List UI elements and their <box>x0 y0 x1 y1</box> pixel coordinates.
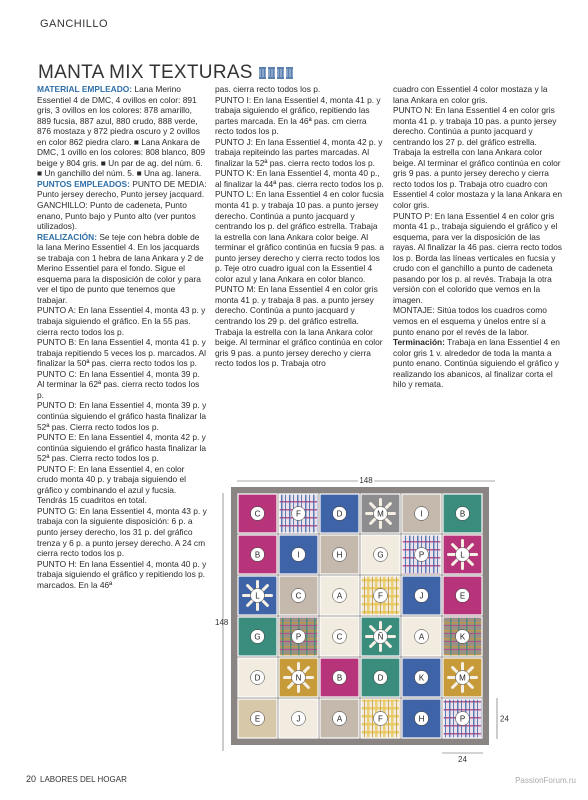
square-label: J <box>419 591 424 601</box>
paragraph-text: Trabaja en lana Essentiel 4 en color gris 1 v. alrededor de toda la manta a punto enano. Continúa siguiendo el gráfico y realizando los abanicos, al finalizar corta el hilo y remata. <box>393 337 560 390</box>
text-column-2 <box>215 84 385 479</box>
paragraph <box>37 432 207 464</box>
paragraph-text: PUNTO B: En lana Essentiel 4, monta 41 p. y trabaja repitiendo 5 veces los p. marcados. Al finalizar la 50ª pas. cierra recto todos los p. <box>37 337 206 369</box>
square-label: K <box>459 632 466 642</box>
width-label: 148 <box>359 476 373 485</box>
square-label: H <box>336 550 343 560</box>
paragraph-text: PUNTO N: En lana Essentiel 4 en color gris monta 41 p. y trabaja 10 pas. a punto jersey derecho. Continúa a punto jacquard y centrando los 27 p. del gráfico estrella. Trabaja la estrella con lana Ankara color beige. Al terminar el gráfico continúa en color gris 9 pas. a punto jersey derecho y cierra recto todos los p. Trabaja otro cuadro con Essentiel 4 color mostaza y la lana Ankara en color gris. <box>393 105 562 211</box>
paragraph-heading: PUNTOS EMPLEADOS: <box>37 178 130 189</box>
magazine-name: LABORES DEL HOGAR <box>40 775 127 784</box>
square-label: L <box>460 550 465 560</box>
square-label: M <box>459 673 466 683</box>
paragraph-text: MONTAJE: Sitúa todos los cuadros como vemos en el esquema y únelos entre sí a punto enano por el revés de la labor. <box>393 305 547 337</box>
text-column-1 <box>37 84 207 590</box>
paragraph: PUNTO L: En lana Essentiel 4 en color fucsia monta 41 p. y trabaja 10 pas. a punto jersey derecho. Continúa a punto jacquard y centrando los p. del gráfico estrella. Trabaja la estrella con lana Ankara color beige. Al terminar el gráfico continúa en fucsia 9 pas. a punto jersey derecho y cierra recto todos los p. Teje otro cuadro igual con la Essentiel 4 color azul y lana Ankara en color blanco. <box>215 189 384 284</box>
square-label: B <box>336 673 343 683</box>
square-label: D <box>254 673 261 683</box>
paragraph <box>37 179 207 232</box>
section-label: GANCHILLO <box>40 18 109 30</box>
square-label: K <box>418 673 425 683</box>
paragraph: PUNTO I: En lana Essentiel 4, monta 41 p. y trabaja siguiendo el gráfico, repitiendo las partes marcada. En la 46ª pas. cm cierra recto todos los p. <box>215 94 381 137</box>
square-label: G <box>377 550 384 560</box>
square-height-label: 24 <box>500 714 509 724</box>
square-label: I <box>297 550 300 560</box>
square-label: P <box>459 714 466 724</box>
paragraph <box>37 337 207 369</box>
square-label: F <box>296 509 301 519</box>
square-label: F <box>378 714 383 724</box>
square-label: N <box>295 673 302 683</box>
paragraph-text: PUNTO G: En lana Essentiel 4, monta 43 p. y trabaja con la siguiente disposición: 6 p. a punto jersey derecho, los 31 p. del gráfico trenza y 6 p. a punto jersey derecho. A 24 cm cierra recto todos los p. <box>37 505 207 559</box>
paragraph-heading: Terminación: <box>393 337 445 348</box>
square-label: B <box>254 550 261 560</box>
square-label: A <box>336 714 343 724</box>
square-label: L <box>255 591 260 601</box>
square-label: H <box>418 714 425 724</box>
paragraph <box>393 211 563 306</box>
paragraph-heading: REALIZACIÓN: <box>37 231 98 242</box>
paragraph: PUNTO J: En lana Essentiel 4, monta 42 p. y trabaja repiteindo las partes marcadas. Al finalizar la 52ª pas. cierra recto todos los p. <box>215 136 383 168</box>
square-label: J <box>296 714 301 724</box>
square-label: P <box>418 550 425 560</box>
paragraph-text: Se teje con hebra doble de la lana Merino Essentiel 4. En los jacquards se trabaja con 1 hebra de lana Ankara y 2 de Merino Essentiel para el fondo. Sigue el esquema para la disposición de color y para ver el tipo de punto que tenemos que trabajar. <box>37 231 204 305</box>
square-label: P <box>295 632 302 642</box>
square-label: I <box>420 509 423 519</box>
square-label: B <box>459 509 466 519</box>
height-label: 148 <box>215 618 229 627</box>
paragraph-text: PUNTO F: En lana Essentiel 4, en color crudo monta 40 p. y trabaja siguiendo el gráfico y combinando el azul y fucsia. Tendrás 15 cuadritos en total. <box>37 463 186 506</box>
page-title <box>38 62 293 84</box>
paragraph-text: PUNTO C: En lana Essentiel 4, monta 39 p. Al terminar la 62ª pas. cierra recto todos los p. <box>37 368 200 400</box>
yarn-spools-icon <box>259 67 293 79</box>
square-width-label: 24 <box>458 755 467 764</box>
watermark: PassionForum.ru <box>515 776 576 785</box>
paragraph: PUNTO K: En lana Essentiel 4, monta 40 p., al finalizar la 44ª pas. cierra recto todos los p. <box>215 168 384 189</box>
paragraph-text: PUNTO D: En lana Essentiel 4, monta 39 p. y continúa siguiendo el gráfico hasta finalizar la 52ª pas. Cierra recto todos los p. <box>37 400 207 432</box>
square-label: Ñ <box>377 632 384 642</box>
blanket-layout-diagram <box>215 475 515 765</box>
paragraph <box>393 84 563 105</box>
square-label: M <box>377 509 384 519</box>
square-label: D <box>377 673 384 683</box>
paragraph <box>393 105 563 210</box>
paragraph <box>37 506 207 559</box>
paragraph-heading: MATERIAL EMPLEADO: <box>37 84 133 94</box>
page-number: 20 <box>26 774 37 784</box>
paragraph-text: PUNTO H: En lana Essentiel 4, monta 40 p. y trabaja siguiendo el gráfico y repitiendo los p. marcados. En la 46ª <box>37 558 207 590</box>
square-label: A <box>418 632 425 642</box>
square-label: C <box>336 632 343 642</box>
title-text: MANTA MIX TEXTURAS <box>38 62 253 83</box>
paragraph-text: PUNTO DE MEDIA: Punto jersey derecho, Punto jersey jacquard. GANCHILLO: Punto de cadeneta, Punto enano, Punto bajo y Punto alto (ver puntos utilizados). <box>37 178 207 232</box>
page-footer <box>26 774 127 784</box>
square-label: E <box>459 591 466 601</box>
paragraph-text: cuadro con Essentiel 4 color mostaza y la lana Ankara en color gris. <box>393 84 548 105</box>
paragraph <box>37 84 207 179</box>
square-label: D <box>336 509 343 519</box>
paragraph <box>37 464 207 506</box>
square-label: C <box>254 509 261 519</box>
square-label: F <box>378 591 383 601</box>
paragraph <box>37 232 207 306</box>
paragraph-text: PUNTO A: En lana Essentiel 4, monta 43 p. y trabaja siguiendo el gráfico. En la 55 pas. cierra recto todos los p. <box>37 305 206 337</box>
square-label: C <box>295 591 302 601</box>
square-label: E <box>254 714 261 724</box>
paragraph <box>393 305 563 337</box>
paragraph: pas. cierra recto todos los p. <box>215 84 321 94</box>
paragraph-text: PUNTO P: En lana Essentiel 4 en color gris monta 41 p., trabaja siguiendo el gráfico y el esquema, para ver la disposición de las rayas. Al finalizar la 46 pas. cierra recto todos los p. Borda las líneas verticales en fucsia y crudo con el ganchillo a punto de cadeneta pasando por los p. al revés. Trabaja la otra versión con el colorido que vemos en la imagen. <box>393 210 562 305</box>
square-label: A <box>336 591 343 601</box>
text-column-3 <box>393 84 563 479</box>
paragraph-text: PUNTO E: En lana Essentiel 4, monta 42 p. y continúa siguiendo el gráfico hasta finalizar la 52ª pas. Cierra recto todos los p. <box>37 432 207 464</box>
paragraph <box>37 305 207 337</box>
paragraph: PUNTO M: En lana Essentiel 4 en color gris monta 41 p. y trabaja 8 pas. a punto jersey derecho. Continúa a punto jacquard y centrando los 29 p. del gráfico estrella. Trabaja la estrella con la lana Ankara color beige. Al terminar el gráfico continúa en color gris 9 pas. a punto jersey derecho y cierra recto todos los p. Trabaja otro <box>215 284 383 369</box>
paragraph-text: Lana Merino Essentiel 4 de DMC, 4 ovillos en color: 891 gris, 3 ovillos en los colores: 878 amarillo, 889 fucsia, 887 azul, 880 crudo, 888 verde, 876 mostaza y 872 piedra oscuro y 2 ovillos en color 862 piedra claro. ■ Lana Ankara de DMC, 1 ovillo en los colores: 808 blanco, 809 beige y 804 gris. ■ Un par de ag. del núm. 6. ■ Un ganchillo del núm. 5. ■ Una ag. lanera. <box>37 84 206 179</box>
paragraph <box>37 400 207 432</box>
paragraph <box>37 369 207 401</box>
paragraph <box>37 559 207 591</box>
square-label: G <box>254 632 261 642</box>
paragraph <box>393 337 563 390</box>
